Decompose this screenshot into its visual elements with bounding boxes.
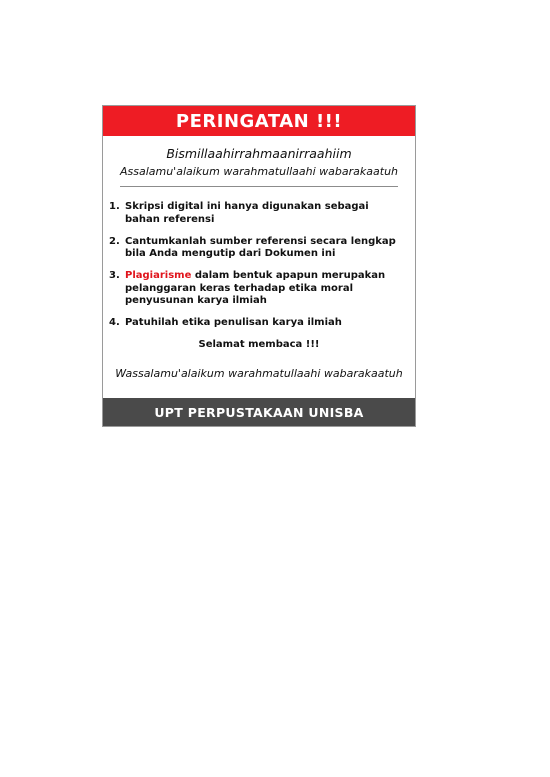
notice-title: PERINGATAN !!! (103, 106, 415, 136)
opening-greeting-salam: Assalamu'alaikum warahmatullaahi wabarakaatuh (119, 165, 399, 178)
rule-number: 1. (109, 201, 120, 212)
divider (120, 186, 398, 187)
rule-text: Patuhilah etika penulisan karya ilmiah (125, 317, 342, 328)
closing-happy-reading: Selamat membaca !!! (198, 339, 320, 350)
rule-text: Skripsi digital ini hanya digunakan sebagai bahan referensi (125, 201, 369, 225)
warning-notice (102, 105, 416, 427)
closing-salam: Wassalamu'alaikum warahmatullaahi wabarakaatuh (115, 367, 403, 380)
rule-item (109, 201, 401, 226)
rule-number: 3. (109, 270, 120, 281)
plagiarism-highlight: Plagiarisme (125, 270, 192, 281)
rule-number: 2. (109, 235, 120, 247)
rule-text: Cantumkanlah sumber referensi secara lengkap bila Anda mengutip dari Dokumen ini (125, 235, 396, 259)
rule-item (109, 317, 401, 330)
rule-text-rest: dalam bentuk apapun merupakan pelanggaran keras terhadap etika moral penyusunan karya ilmiah (125, 270, 386, 306)
opening-greeting-bismillah: Bismillaahirrahmaanirraahiim (166, 146, 352, 161)
rules-list (103, 201, 415, 330)
rule-item (109, 270, 401, 308)
rule-text (125, 270, 401, 308)
rule-item (109, 236, 401, 261)
rule-number: 4. (109, 317, 120, 328)
footer-institution: UPT PERPUSTAKAAN UNISBA (103, 398, 415, 426)
